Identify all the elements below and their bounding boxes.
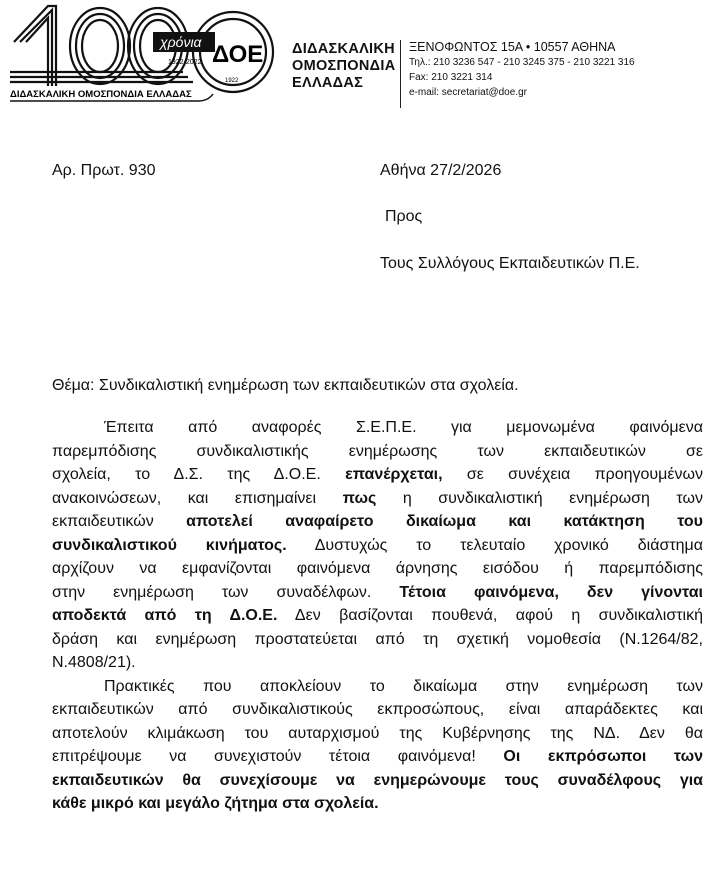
text: επιτρέψουμε να συνεχιστούν τέτοια φαινόμενα! [52,748,504,765]
text: εκπαιδευτικών [52,513,187,530]
text: δράση και ενημέρωση προστατεύεται από τη σχετική νομοθεσία (Ν.1264/82, [52,630,703,648]
body-line [52,628,703,652]
org-name-line: ΟΜΟΣΠΟΝΔΙΑ [292,58,396,74]
svg-text:ΔΟΕ: ΔΟΕ [212,41,264,68]
letter-body [52,374,703,816]
text: Δυστυχώς το τελευταίο χρονικό διάστημα [286,536,703,554]
text: ανακοινώσεων, και επισημαίνει [52,489,343,507]
protocol-number: Αρ. Πρωτ. 930 [52,162,156,179]
text: Πρακτικές που αποκλείουν το δικαίωμα στην ενημέρωση των [104,677,703,695]
bold-text: επανέρχεται, [345,466,443,483]
body-line [52,487,703,511]
body-line [52,534,703,558]
organization-name [292,41,395,92]
text: στην ενημέρωση των συναδέλφων. [52,583,400,601]
text: Ν.4808/21). [52,654,136,671]
bold-text: αποτελεί αναφαίρετο δικαίωμα και κατάκτηση του [186,513,703,530]
body-line [52,463,703,487]
bold-text: Οι εκπρόσωποι των [503,748,703,765]
to-label: Προς [385,208,423,225]
text: η συνδικαλιστική ενημέρωση των [376,489,704,507]
phone: Τηλ.: 210 3236 547 - 210 3245 375 - 210 3221 316 [409,57,635,68]
fax: Fax: 210 3221 314 [409,72,493,83]
header-divider [400,40,401,108]
body-line [52,581,703,605]
org-name-line: ΔΙΔΑΣΚΑΛΙΚΗ [292,41,395,57]
text: Έπειτα από αναφορές Σ.Ε.Π.Ε. για μεμονωμένα φαινόμενα [104,419,703,436]
text: αποτελούν κλιμάκωση του αυταρχισμού της Κυβέρνησης της ΝΔ. Δεν θα [52,724,703,742]
org-name-line: ΕΛΛΑΔΑΣ [292,75,364,91]
body-line [52,604,703,628]
body-line [52,557,703,581]
bold-text: εκπαιδευτικών θα συνεχίσουμε να ενημερώνουμε τους συναδέλφους για [52,771,703,789]
email[interactable]: e-mail: secretariat@doe.gr [409,87,527,98]
centenary-logo [8,2,278,102]
date: Αθήνα 27/2/2026 [380,162,502,179]
body-line [52,769,703,793]
subject: Θέμα: Συνδικαλιστική ενημέρωση των εκπαιδευτικών στα σχολεία. [52,377,519,394]
body-line [52,722,703,746]
text: Δεν βασίζονται πουθενά, αφού η συνδικαλιστική [277,607,703,624]
bold-text: πως [342,489,377,507]
text: παρεμπόδισης συνδικαλιστικής ενημέρωσης των εκπαιδευτικών σε [52,442,703,460]
svg-text:1922-2022: 1922-2022 [168,59,202,66]
text: σχολεία, το Δ.Σ. της Δ.Ο.Ε. [52,466,346,483]
bold-text: κάθε μικρό και μεγάλο ζήτημα στα σχολεία. [52,795,379,812]
text: αρχίζουν να εμφανίζονται φαινόμενα άρνησης εισόδου ή παρεμπόδισης [52,560,703,577]
bold-text: αποδεκτά από τη Δ.Ο.Ε. [52,607,278,624]
address: ΞΕΝΟΦΩΝΤΟΣ 15Α • 10557 ΑΘΗΝΑ [409,40,616,54]
svg-text:1922: 1922 [225,78,239,84]
text: εκπαιδευτικών από συνδικαλιστικούς εκπροσώπους, είναι απαράδεκτες και [52,701,703,718]
body-line [52,510,703,534]
body-line [52,416,703,440]
body-line [52,440,703,464]
svg-text:ΔΙΔΑΣΚΑΛΙΚΗ ΟΜΟΣΠΟΝΔΙΑ ΕΛΛΑΔΑΣ: ΔΙΔΑΣΚΑΛΙΚΗ ΟΜΟΣΠΟΝΔΙΑ ΕΛΛΑΔΑΣ [10,89,192,100]
body-line [52,792,703,816]
body-line [52,651,703,675]
recipient: Τους Συλλόγους Εκπαιδευτικών Π.Ε. [380,255,640,272]
body-line [52,698,703,722]
logo-years-text: χρόνια [160,34,202,50]
bold-text: συνδικαλιστικού κινήματος. [52,536,287,554]
bold-text: Τέτοια φαινόμενα, δεν γίνονται [399,583,704,601]
contact-info [409,40,635,100]
body-line [52,745,703,769]
text: σε συνέχεια προηγουμένων [442,466,704,483]
body-line [52,675,703,699]
